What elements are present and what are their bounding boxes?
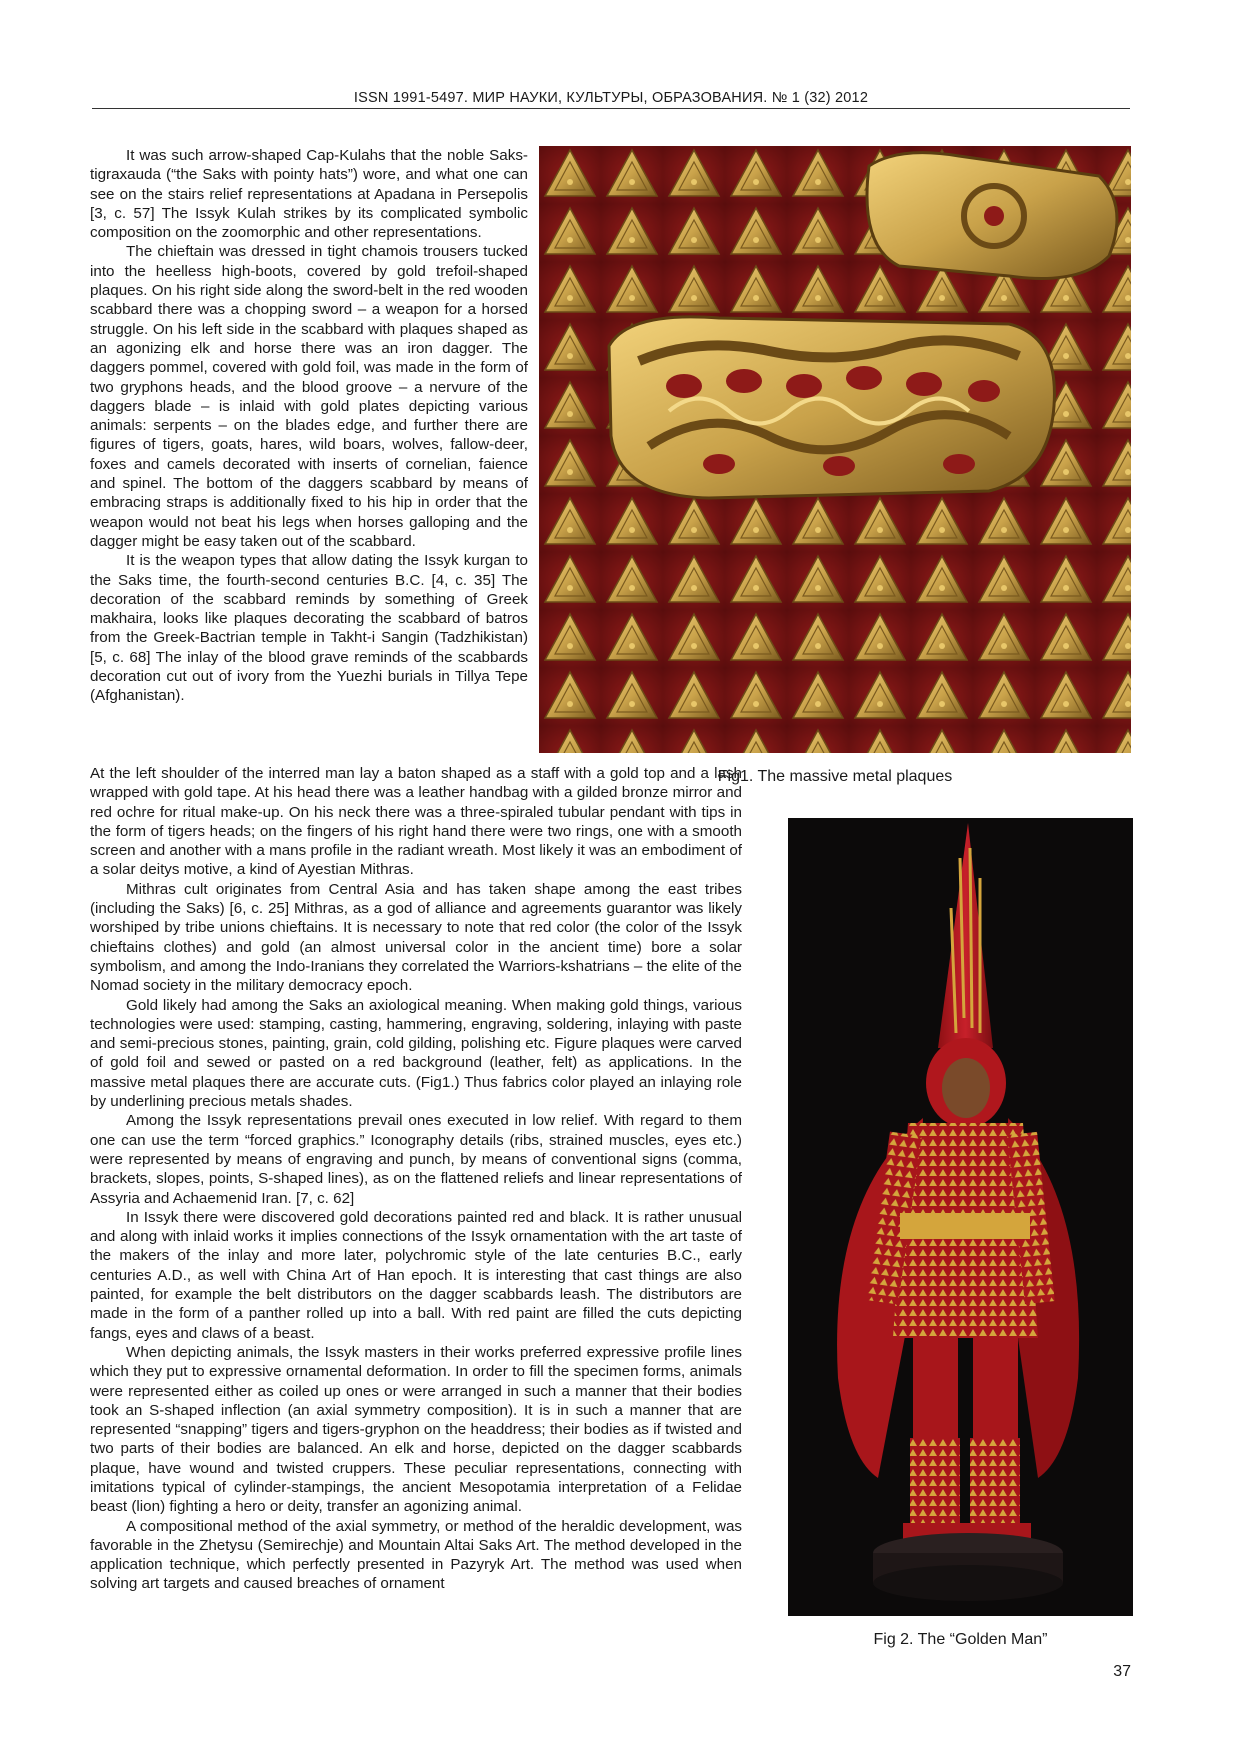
figure-head <box>926 1038 1006 1128</box>
figure-caption: Fig1. The massive metal plaques <box>717 768 953 785</box>
figure-metal-plaques <box>539 146 1131 753</box>
text-column-bottom <box>90 764 742 1594</box>
paragraph: In Issyk there were discovered gold decorations painted red and black. It is rather unusual and along with inlaid works it implies connections of the Issyk ornamentation with the art taste of the makers of the inlay and more later, polychromic style of the late centuries B.C., early centuries A.D., as well with China Art of Han epoch. It is interesting that cast things are also painted, for example the belt distributors on the dagger scabbards leash. The distributors are made in the form of a panther rolled up into a ball. With red paint are filled the cuts depicting fangs, eyes and claws of a beast. <box>90 1208 742 1342</box>
figure-golden-man <box>788 818 1133 1616</box>
paragraph: When depicting animals, the Issyk masters in their works preferred expressive profile lines which they put to expressive ornamental deformation. In order to fill the specimen forms, animals were represented either as coiled up ones or were arranged in such a manner that their bodies took an S-shaped inflection (an axial symmetry composition). It is in such a manner that are represented “snapping” tigers and tigers-gryphon on the headdress; their bodies as if twisted and two parts of their bodies are balanced. An elk and horse, depicted on the dagger scabbards plaque, have wound and twisted cruppers. These peculiar representations, connecting with imitations typical of cylinder-stampings, the ancient Mesopotamia interpretation of a Felidae beast (lion) fighting a hero or deity, transfer an agonizing animal. <box>90 1343 742 1516</box>
page-number: 37 <box>1113 1663 1131 1680</box>
paragraph: At the left shoulder of the interred man lay a baton shaped as a staff with a gold top and a lash wrapped with gold tape. At his head there was a leather handbag with a gilded bronze mirror and red ochre for ritual make-up. On his neck there was a three-spiraled tubular pendant with tips in the form of tigers heads; on the fingers of his right hand there were two rings, one with a smooth screen and another with a mans profile in the radiant wreath. Most likely it was an embodiment of a solar deitys motive, a kind of Ayestian Mithras. <box>90 765 742 879</box>
metal-plaques-photo <box>539 146 1131 753</box>
paragraph: Among the Issyk representations prevail ones executed in low relief. With regard to them one can use the term “forced graphics.” Iconography details (ribs, strained muscles, eyes etc.) were represented by means of engraving and punch, by means of conventional signs (comma, brackets, slopes, points, S-shaped lines), as on the flattened reliefs and linear representations of Assyria and Achaemenid Iran. [7, c. 62] <box>90 1112 742 1207</box>
paragraph: The chieftain was dressed in tight chamois trousers tucked into the heelless high-boots, covered by gold trefoil-shaped plaques. On his right side along the sword-belt in the red wooden scabbard there was a chopping sword – a weapon for a horsed struggle. On his left side in the scabbard with plaques shaped as an agonizing elk and horse there was an iron dagger. The daggers pommel, covered with gold foil, was made in the form of two gryphons heads, and the blood groove – a nervure of the daggers blade – is inlaid with gold plates depicting various animals: serpents – on the blades edge, and further there are figures of tigers, goats, hares, wild boars, wolves, fallow-deer, foxes and camels decorated with inserts of cornelian, faience and spinel. The bottom of the daggers scabbard by means of embracing straps is additionally fixed to his hip in order that the weapon would not beat his legs when horses galloping and the dagger might be easy taken out of the scabbard. <box>90 243 528 550</box>
paragraph: Mithras cult originates from Central Asia and has taken shape among the east tribes (including the Saks) [6, c. 25] Mithras, as a god of alliance and agreements guarantor was likely worshiped by tribe unions chieftains. It is necessary to note that red color (the color of the Issyk chieftains clothes) and gold (an almost universal color in the ancient time) bore a solar symbolism, and among the Indo-Iranians they correlated the Warriors-kshatrians – the elite of the Nomad society in the military democracy epoch. <box>90 880 742 995</box>
figure-caption: Fig 2. The “Golden Man” <box>873 1631 1048 1648</box>
pedestal <box>873 1533 1063 1601</box>
paragraph: Gold likely had among the Saks an axiological meaning. When making gold things, various technologies were used: stamping, casting, hammering, engraving, soldering, inlaying with paste and semi-precious stones, painting, grain, cold gilding, polishing etc. Figure plaques were carved of gold foil and sewed or pasted on a red background (leather, felt) as applications. In the massive metal plaques there are accurate cuts. (Fig1.) Thus fabrics color played an inlaying role by underlining precious metals shades. <box>90 996 742 1111</box>
dagger-plaque <box>609 317 1054 498</box>
text-column-top <box>90 146 528 706</box>
golden-man-photo <box>788 818 1133 1616</box>
running-header: ISSN 1991-5497. МИР НАУКИ, КУЛЬТУРЫ, ОБРАЗОВАНИЯ. № 1 (32) 2012 <box>92 90 1130 109</box>
paragraph: It was such arrow-shaped Cap-Kulahs that the noble Saks-tigraxauda (“the Saks with pointy hats”) wore, and what one can see on the stairs relief representations at Apadana in Persepolis [3, c. 57] The Issyk Kulah strikes by its complicated symbolic composition on the zoomorphic and other representations. <box>90 147 528 242</box>
paragraph: It is the weapon types that allow dating the Issyk kurgan to the Saks time, the fourth-second centuries B.C. [4, c. 35] The decoration of the scabbard reminds by something of Greek makhaira, looks like plaques decorating the scabbard of batros from the Greek-Bactrian temple in Takht-i Sangin (Tadzhikistan) [5, c. 68] The inlay of the blood grave reminds of the scabbards decoration cut out of ivory from the Yuezhi burials in Tillya Tepe (Afghanistan). <box>90 552 528 705</box>
paragraph: A compositional method of the axial symmetry, or method of the heraldic development, was favorable in the Zhetysu (Semirechje) and Mountain Altai Saks Art. The method developed in the application technique, which perfectly presented in Pazyryk Art. The method was used when solving art targets and caused breaches of ornament <box>90 1517 742 1593</box>
